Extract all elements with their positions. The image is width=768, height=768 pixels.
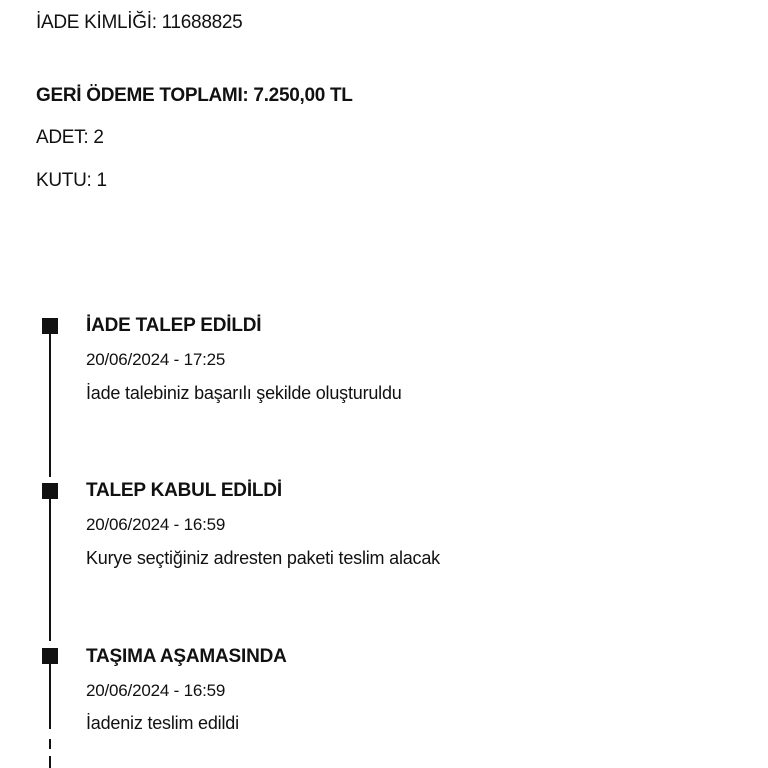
timeline-dash — [49, 756, 51, 768]
timeline-item-title: İADE TALEP EDİLDİ — [86, 315, 262, 336]
timeline-dash — [49, 739, 51, 749]
timeline-item-description: İadeniz teslim edildi — [86, 713, 239, 733]
timeline-item-datetime: 20/06/2024 - 17:25 — [86, 350, 226, 369]
timeline-connector — [49, 334, 51, 477]
timeline-item-title: TAŞIMA AŞAMASINDA — [86, 646, 287, 667]
timeline-item-title: TALEP KABUL EDİLDİ — [86, 480, 282, 501]
quantity: ADET: 2 — [36, 127, 104, 148]
timeline-item-datetime: 20/06/2024 - 16:59 — [86, 681, 226, 700]
timeline-item-description: Kurye seçtiğiniz adresten paketi teslim alacak — [86, 548, 440, 568]
timeline-marker-icon — [42, 483, 58, 499]
timeline-marker-icon — [42, 648, 58, 664]
timeline-item-description: İade talebiniz başarılı şekilde oluşturuldu — [86, 383, 402, 403]
timeline-connector — [49, 664, 51, 729]
timeline-connector — [49, 498, 51, 641]
box-count: KUTU: 1 — [36, 170, 107, 191]
return-id: İADE KİMLİĞİ: 11688825 — [36, 12, 243, 33]
timeline-item-datetime: 20/06/2024 - 16:59 — [86, 515, 226, 534]
timeline-marker-icon — [42, 318, 58, 334]
refund-total: GERİ ÖDEME TOPLAMI: 7.250,00 TL — [36, 85, 353, 106]
